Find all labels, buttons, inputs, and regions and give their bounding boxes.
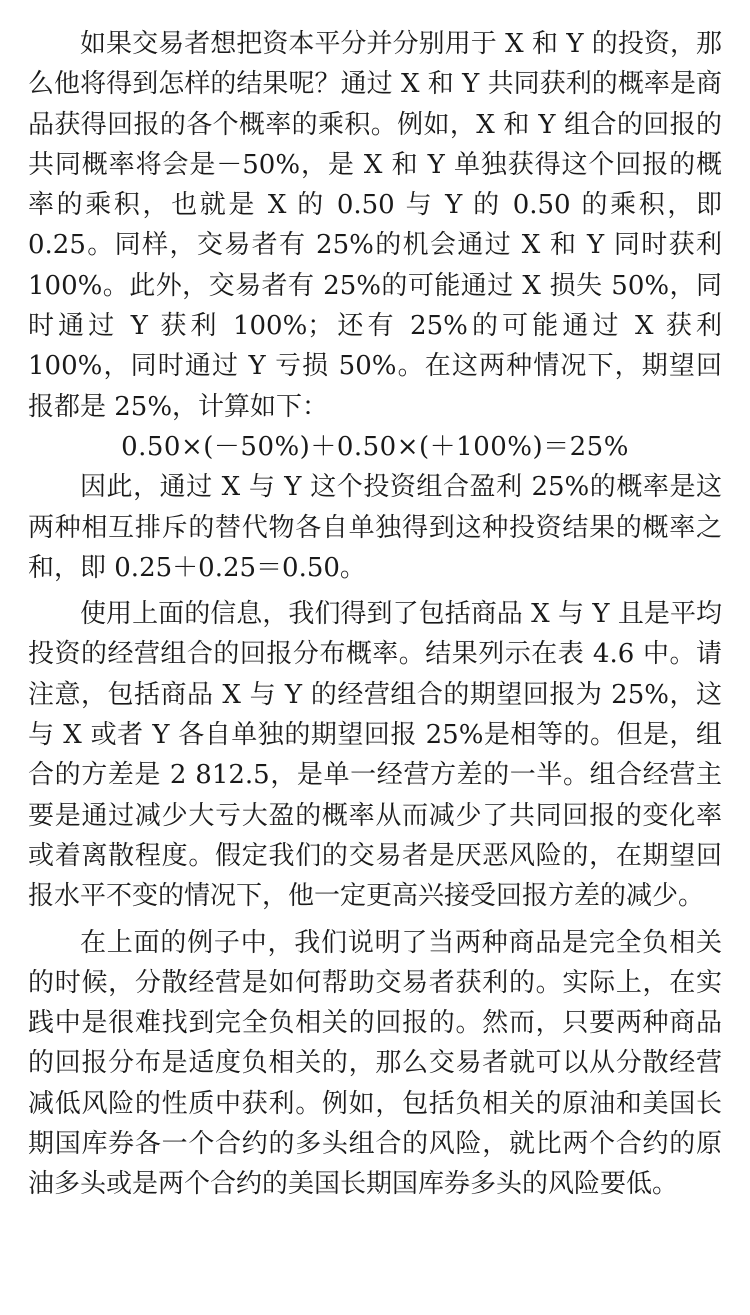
document-page — [28, 24, 722, 1205]
paragraph-2: 因此，通过 X 与 Y 这个投资组合盈利 25%的概率是这两种相互排斥的替代物各自单独得到这种投资结果的概率之和，即 0.25＋0.25＝0.50。 — [28, 472, 722, 583]
paragraph-3: 使用上面的信息，我们得到了包括商品 X 与 Y 且是平均投资的经营组合的回报分布概率。结果列示在表 4.6 中。请注意，包括商品 X 与 Y 的经营组合的期望回报为 25%，这与 X 或者 Y 各自单独的期望回报 25%是相等的。但是，组合的方差是 2 812.5，是单一经营方差的一半。组合经营主要是通过减少大亏大盈的概率从而减少了共同回报的变化率或着离散程度。假定我们的交易者是厌恶风险的，在期望回报水平不变的情况下，他一定更高兴接受回报方差的减少。 — [28, 599, 722, 912]
paragraph-4: 在上面的例子中，我们说明了当两种商品是完全负相关的时候，分散经营是如何帮助交易者获利的。实际上，在实践中是很难找到完全负相关的回报的。然而，只要两种商品的回报分布是适度负相关的，那么交易者就可以从分散经营减低风险的性质中获利。例如，包括负相关的原油和美国长期国库券各一个合约的多头组合的风险，就比两个合约的原油多头或是两个合约的美国长期国库券多头的风险要低。 — [28, 927, 722, 1200]
paragraph-1: 如果交易者想把资本平分并分别用于 X 和 Y 的投资，那么他将得到怎样的结果呢？通过 X 和 Y 共同获利的概率是商品获得回报的各个概率的乘积。例如，X 和 Y 组合的回报的共同概率将会是－50%，是 X 和 Y 单独获得这个回报的概率的乘积，也就是 X 的 0.50 与 Y 的 0.50 的乘积，即 0.25。同样，交易者有 25%的机会通过 X 和 Y 同时获利 100%。此外，交易者有 25%的可能通过 X 损失 50%，同时通过 Y 获利 100%；还有 25%的可能通过 X 获利 100%，同时通过 Y 亏损 50%。在这两种情况下，期望回报都是 25%，计算如下： — [28, 29, 722, 422]
formula-expected-return: 0.50×(－50%)＋0.50×(＋100%)＝25% — [121, 431, 629, 462]
